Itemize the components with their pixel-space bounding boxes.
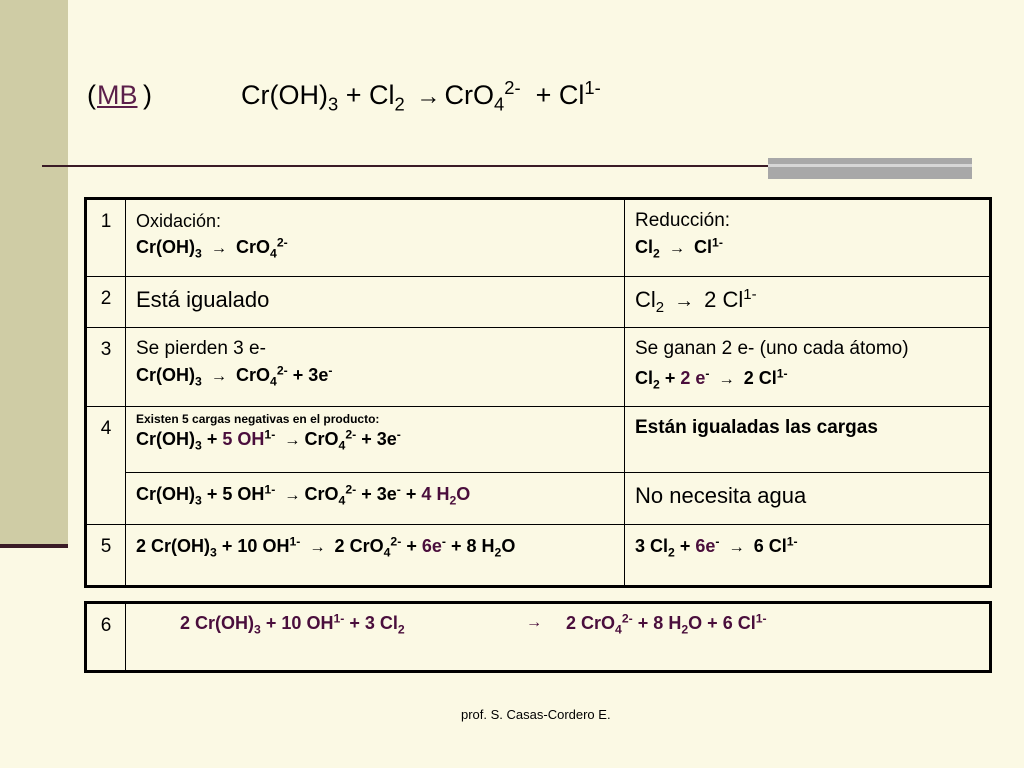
- coef-5: 5: [222, 429, 233, 449]
- plus: +: [221, 536, 233, 556]
- electron: e: [386, 484, 397, 504]
- coef-4: 4: [421, 484, 432, 504]
- arrow-icon: →: [526, 613, 543, 631]
- formula-h: H: [668, 613, 682, 633]
- coef-2: 2: [743, 368, 754, 388]
- electron: e: [695, 368, 706, 388]
- sub-4: 4: [338, 438, 346, 453]
- formula-oh: OH: [306, 613, 334, 633]
- charge-2minus: 2-: [276, 363, 288, 378]
- title-sub-2: 2: [394, 93, 405, 115]
- step2-right-reaction: [635, 285, 979, 316]
- sub-4: 4: [270, 246, 277, 261]
- plus: +: [707, 613, 718, 633]
- oxidation-label: Oxidación:: [136, 211, 222, 231]
- negative-charges-note: Existen 5 cargas negativas en el producto:: [136, 412, 380, 426]
- formula-h: H: [436, 484, 450, 504]
- coef-6: 6: [722, 613, 733, 633]
- coef-2: 2: [180, 613, 191, 633]
- step3-left-cell: [126, 328, 625, 407]
- charge-1minus: 1-: [786, 534, 798, 549]
- coef-3: 3: [308, 365, 319, 385]
- sub-2: 2: [494, 545, 502, 560]
- coef-5: 5: [222, 484, 233, 504]
- coef-2: 2: [566, 613, 577, 633]
- formula-cl2: Cl: [635, 237, 653, 257]
- step4b-reaction: [136, 481, 614, 508]
- title-cl: Cl: [558, 80, 585, 110]
- hydroxide-highlight: [222, 429, 264, 449]
- step5-left-cell: [126, 525, 625, 587]
- coef-6: 6: [753, 536, 764, 556]
- row-number: 3: [86, 328, 126, 407]
- electron: e: [318, 365, 329, 385]
- title-cl2: Cl: [369, 80, 395, 110]
- coef-3: 3: [635, 536, 646, 556]
- title-open-paren: (: [87, 80, 96, 110]
- charge-1minus: 1-: [289, 534, 301, 549]
- electrons-highlight: [680, 368, 705, 388]
- formula-cl: Cl: [722, 287, 744, 312]
- sub-4: 4: [615, 622, 622, 637]
- arrow-icon: →: [728, 538, 745, 556]
- formula-cro4: CrO: [304, 484, 339, 504]
- step3-left-reaction: [136, 362, 614, 389]
- arrow-icon: →: [210, 367, 228, 385]
- charge-2minus: 2-: [390, 534, 402, 549]
- charge-1minus: 1-: [776, 366, 788, 381]
- table-row-4: [86, 407, 991, 473]
- arrow-icon: →: [284, 431, 301, 449]
- formula-cl2: Cl: [650, 536, 669, 556]
- step3-right-cell: [625, 328, 991, 407]
- formula-o: O: [501, 536, 516, 556]
- row-number: 4: [86, 407, 126, 525]
- title-cro4: CrO: [444, 80, 495, 110]
- table-row-4b: [86, 473, 991, 525]
- plus: +: [206, 429, 218, 449]
- title-plus-1: +: [345, 80, 362, 110]
- final-products: [566, 611, 767, 637]
- steps-table: [84, 197, 992, 588]
- sidebar-band: [0, 0, 68, 544]
- formula-cro4: CrO: [349, 536, 384, 556]
- final-balanced-equation: [136, 613, 979, 643]
- electron: e: [705, 536, 716, 556]
- formula-cl: Cl: [768, 536, 787, 556]
- final-equation-cell: [126, 603, 991, 672]
- final-equation-table: [84, 601, 992, 673]
- table-row-6: [86, 603, 991, 672]
- no-water-text: No necesita agua: [635, 483, 807, 508]
- title-plus-2: +: [535, 80, 552, 110]
- coef-2: 2: [704, 287, 717, 312]
- formula-cro4: CrO: [236, 365, 271, 385]
- title-arrow-icon: →: [416, 83, 441, 110]
- step5-oxidation-reaction: [136, 533, 620, 560]
- formula-cl: Cl: [694, 237, 713, 257]
- formula-cr-oh: Cr(OH): [195, 613, 255, 633]
- plus: +: [349, 613, 360, 633]
- coef-2: 2: [136, 536, 147, 556]
- arrow-icon: →: [284, 486, 301, 504]
- charge-2minus: 2-: [621, 611, 633, 626]
- sidebar-underline: [0, 544, 68, 548]
- step4-left-cell: [126, 407, 625, 473]
- sub-2: 2: [397, 622, 405, 637]
- formula-cr-oh: Cr(OH): [136, 365, 195, 385]
- electrons-highlight: [695, 536, 715, 556]
- electron: e: [386, 429, 397, 449]
- water-highlight: [421, 484, 471, 508]
- coef-10: 10: [237, 536, 258, 556]
- plus: +: [361, 429, 372, 449]
- plus: +: [406, 536, 417, 556]
- balanced-text: Está igualado: [136, 287, 270, 312]
- plus: +: [664, 368, 676, 388]
- plus: +: [265, 613, 277, 633]
- final-reactants: [180, 611, 405, 637]
- title-charge-2minus: 2-: [504, 76, 521, 98]
- sub-2: 2: [655, 299, 665, 317]
- coef-2: 2: [680, 368, 691, 388]
- charge-minus: -: [396, 482, 401, 497]
- formula-cro4: CrO: [581, 613, 616, 633]
- formula-cl2: Cl: [379, 613, 398, 633]
- arrow-icon: →: [674, 290, 695, 312]
- title-sub-3: 3: [327, 93, 339, 115]
- formula-cl2: Cl: [635, 287, 656, 312]
- sub-2: 2: [653, 377, 660, 392]
- sub-4: 4: [383, 545, 391, 560]
- plus: +: [206, 484, 218, 504]
- formula-cro4: CrO: [304, 429, 339, 449]
- formula-cro4: CrO: [236, 237, 271, 257]
- formula-h: H: [481, 536, 495, 556]
- coef-3: 3: [364, 613, 375, 633]
- divider-gray-bar: [768, 158, 972, 179]
- step4b-right-cell: [625, 473, 991, 525]
- sub-2: 2: [653, 246, 660, 261]
- charge-1minus: 1-: [743, 285, 757, 303]
- formula-cl: Cl: [758, 368, 777, 388]
- step4b-left-cell: [126, 473, 625, 525]
- formula-cl: Cl: [737, 613, 756, 633]
- charge-1minus: 1-: [712, 235, 723, 250]
- formula-oh: OH: [237, 429, 265, 449]
- step4-right-cell: [625, 407, 991, 473]
- formula-cl2: Cl: [635, 368, 653, 388]
- formula-cr-oh: Cr(OH): [136, 429, 195, 449]
- charge-1minus: 1-: [755, 611, 767, 626]
- charge-minus: -: [441, 534, 446, 549]
- step5-reduction-reaction: [635, 533, 979, 560]
- sub-3: 3: [195, 438, 202, 453]
- table-row-1: [86, 199, 991, 277]
- charge-minus: -: [705, 366, 710, 381]
- title-mb-link[interactable]: MB: [97, 80, 138, 110]
- coef-8: 8: [466, 536, 477, 556]
- arrow-icon: →: [210, 239, 228, 257]
- formula-cr-oh: Cr(OH): [136, 484, 195, 504]
- plus: +: [405, 484, 417, 504]
- sub-3: 3: [254, 622, 261, 637]
- sub-3: 3: [195, 374, 202, 389]
- arrow-icon: →: [668, 239, 686, 257]
- formula-cr-oh: Cr(OH): [151, 536, 211, 556]
- title-charge-1minus: 1-: [584, 76, 601, 98]
- step5-right-cell: [625, 525, 991, 587]
- title-close-paren: ): [143, 80, 152, 110]
- row-number: 1: [86, 199, 126, 277]
- electron: e: [431, 536, 442, 556]
- oxidation-half-reaction: [136, 234, 614, 261]
- divider-gray-bar-highlight: [768, 164, 972, 167]
- charge-1minus: 1-: [264, 482, 276, 497]
- step2-left-cell: [126, 277, 625, 328]
- row-number: 2: [86, 277, 126, 328]
- charges-balanced-text: Están igualadas las cargas: [635, 417, 878, 438]
- oxidation-cell: [126, 199, 625, 277]
- sub-2: 2: [668, 545, 675, 560]
- coef-3: 3: [376, 429, 387, 449]
- title-cr-oh: Cr(OH): [241, 80, 328, 110]
- step3-right-reaction: [635, 365, 979, 392]
- step4-reaction: [136, 426, 614, 453]
- electrons-gained-text: Se ganan 2 e- (uno cada átomo): [635, 338, 909, 359]
- plus: +: [292, 365, 304, 385]
- reduction-cell: [625, 199, 991, 277]
- coef-3: 3: [376, 484, 387, 504]
- formula-o: O: [688, 613, 703, 633]
- sub-2: 2: [681, 622, 689, 637]
- sub-3: 3: [195, 246, 202, 261]
- coef-6: 6: [695, 536, 706, 556]
- coef-6: 6: [421, 536, 432, 556]
- table-row-2: [86, 277, 991, 328]
- charge-2minus: 2-: [345, 482, 357, 497]
- plus: +: [679, 536, 691, 556]
- row-number: 5: [86, 525, 126, 587]
- formula-cr-oh: Cr(OH): [136, 237, 195, 257]
- formula-oh: OH: [237, 484, 265, 504]
- footer-author: prof. S. Casas-Cordero E.: [461, 707, 611, 722]
- title-equation: [241, 76, 601, 115]
- formula-o: O: [456, 484, 471, 504]
- table-row-3: [86, 328, 991, 407]
- plus: +: [637, 613, 649, 633]
- formula-oh: OH: [262, 536, 290, 556]
- sub-4: 4: [338, 493, 346, 508]
- charge-2minus: 2-: [345, 427, 357, 442]
- sub-3: 3: [195, 493, 202, 508]
- coef-8: 8: [653, 613, 664, 633]
- title-sub-4: 4: [494, 93, 505, 115]
- table-row-5: [86, 525, 991, 587]
- charge-2minus: 2-: [276, 235, 288, 250]
- step2-right-cell: [625, 277, 991, 328]
- charge-1minus: 1-: [333, 611, 345, 626]
- reduction-label: Reducción:: [635, 210, 731, 231]
- row-number: 6: [86, 603, 126, 672]
- plus: +: [361, 484, 372, 504]
- arrow-icon: →: [309, 538, 326, 556]
- coef-2: 2: [334, 536, 345, 556]
- arrow-icon: →: [718, 370, 735, 388]
- charge-minus: -: [328, 363, 333, 378]
- charge-minus: -: [715, 534, 720, 549]
- electrons-highlight: [422, 536, 442, 556]
- sub-4: 4: [270, 374, 277, 389]
- charge-1minus: 1-: [264, 427, 276, 442]
- charge-minus: -: [396, 427, 401, 442]
- sub-3: 3: [210, 545, 217, 560]
- reduction-half-reaction: [635, 234, 979, 261]
- sub-2: 2: [449, 493, 457, 508]
- coef-10: 10: [281, 613, 302, 633]
- electrons-lost-text: Se pierden 3 e-: [136, 338, 266, 359]
- plus: +: [450, 536, 462, 556]
